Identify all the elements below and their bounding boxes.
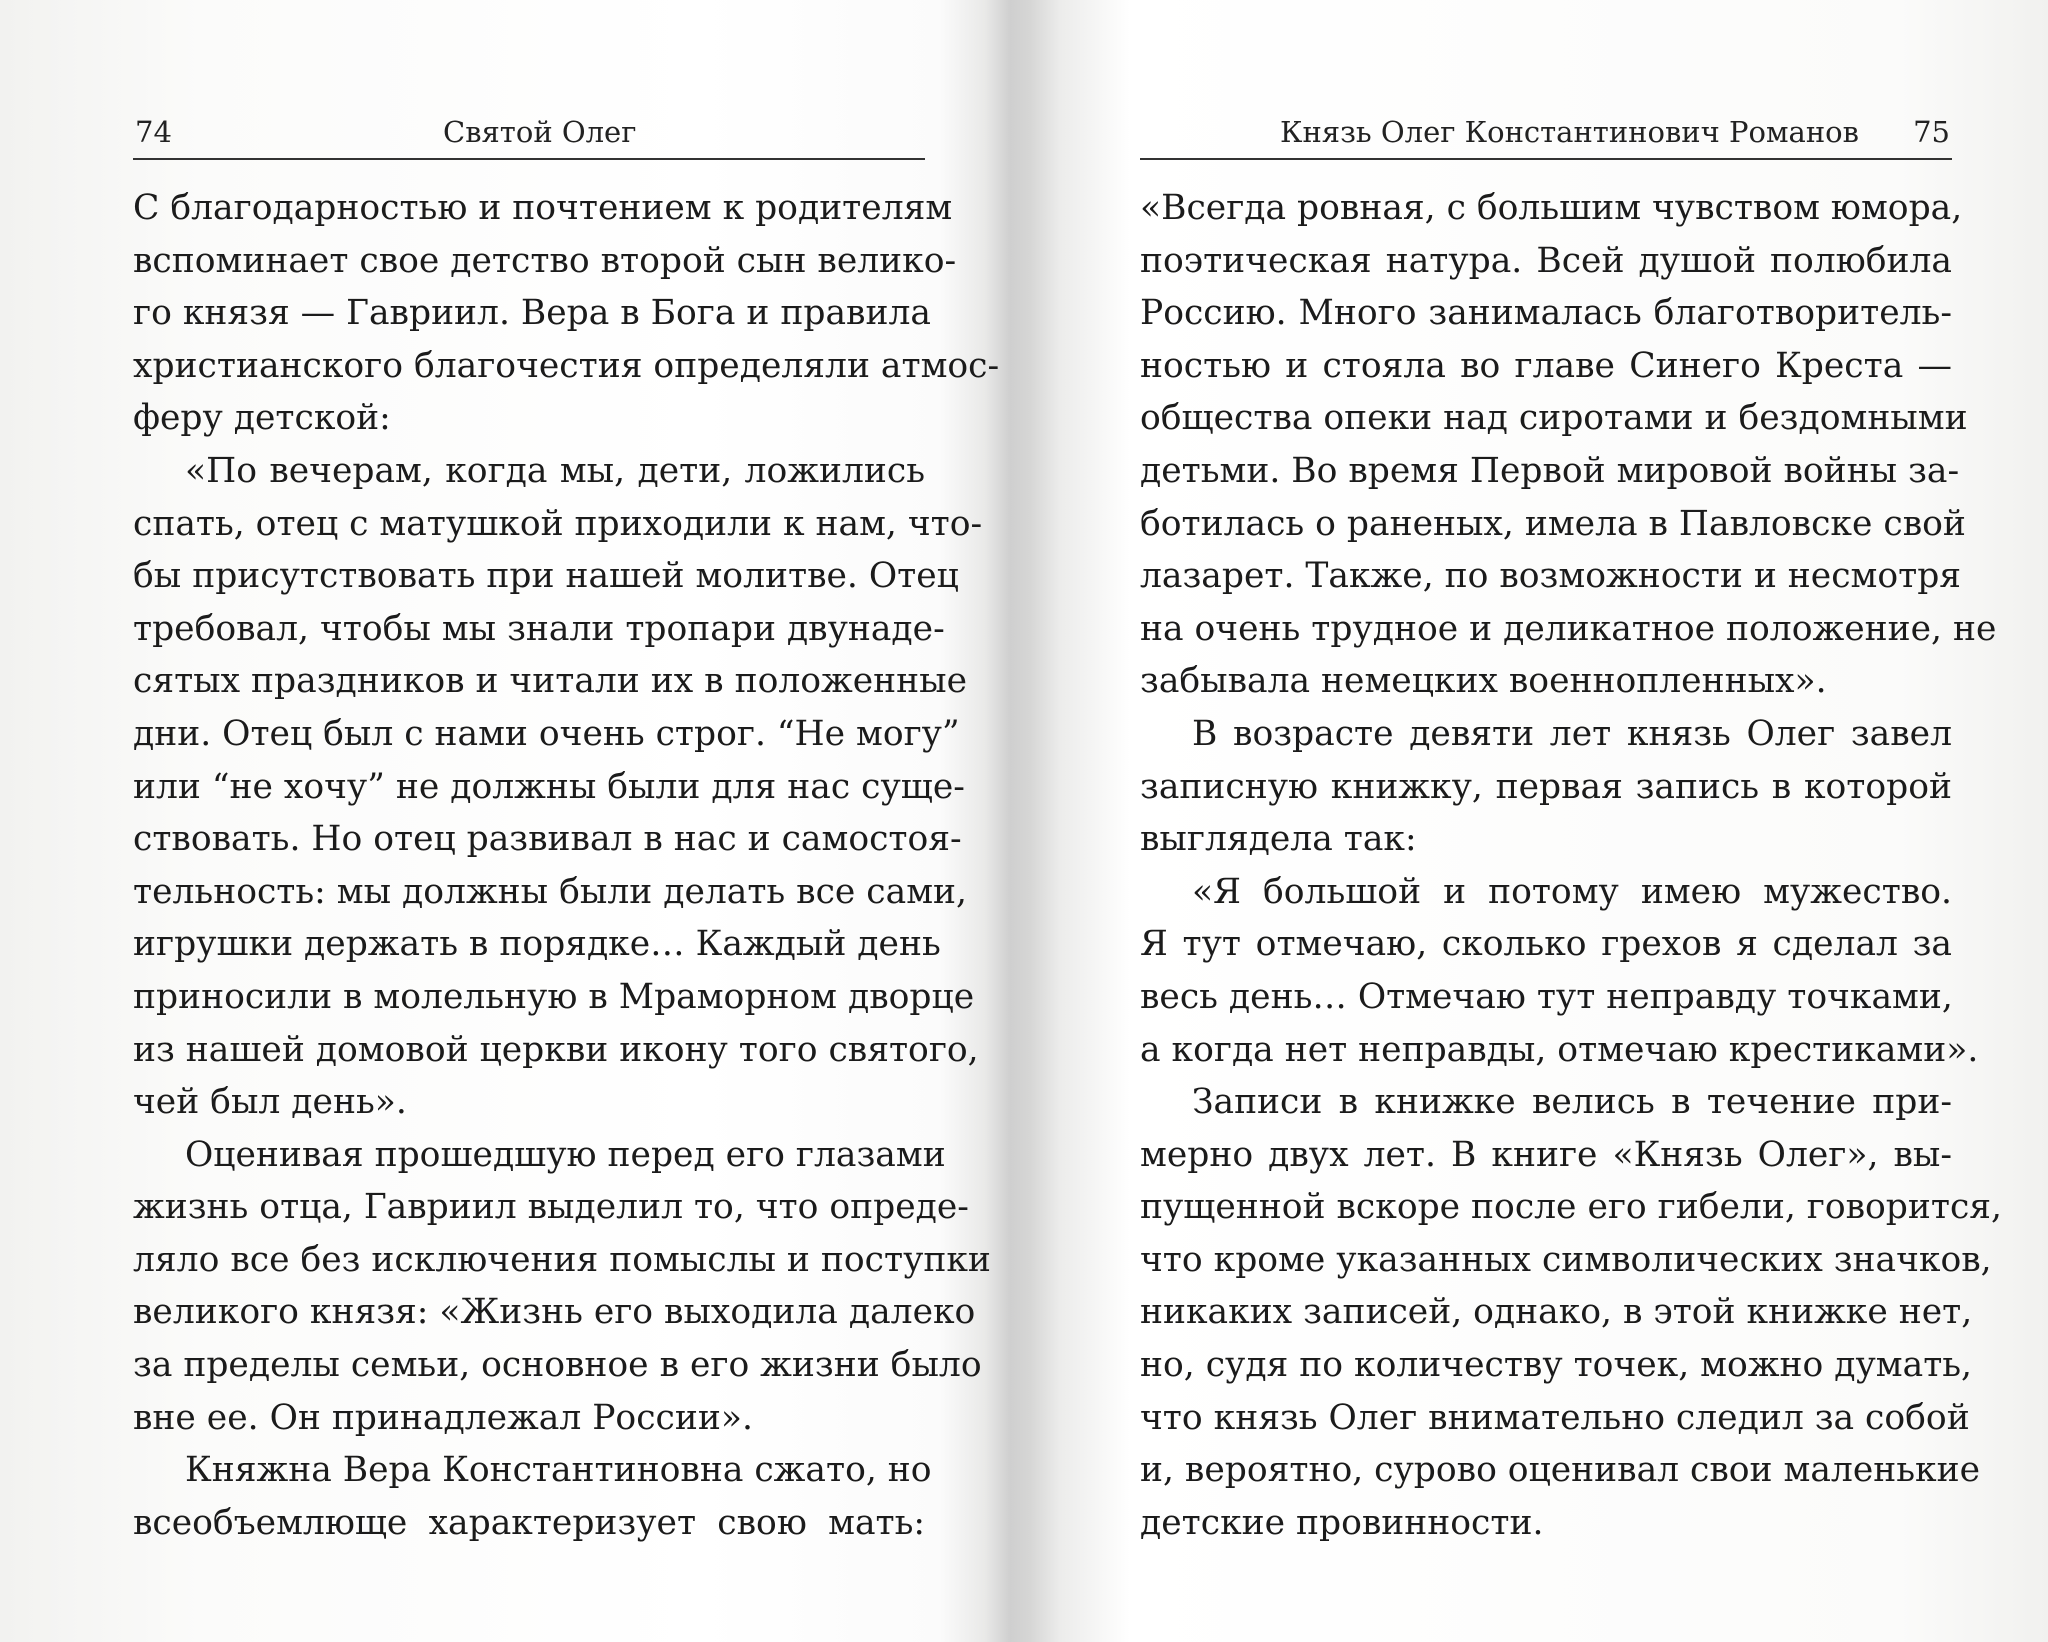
- text-line: записную книжку, первая запись в которой: [1140, 766, 1952, 807]
- text-line: сятых праздников и читали их в положенные: [133, 661, 968, 702]
- text-line: всеобъемлюще характеризует свою мать:: [133, 1502, 925, 1543]
- text-line: жизнь отца, Гавриил выделил то, что опреде-: [133, 1187, 969, 1228]
- text-line: Россию. Много занималась благотворитель-: [1140, 293, 1952, 334]
- text-line: весь день… Отмечаю тут неправду точками,: [1140, 976, 1953, 1017]
- right-running-head: [1140, 112, 1952, 160]
- text-line: Оценивая прошедшую перед его глазами: [185, 1134, 946, 1175]
- text-line: что князь Олег внимательно следил за собой: [1140, 1397, 1970, 1438]
- text-line: бы присутствовать при нашей молитве. Отец: [133, 556, 959, 597]
- text-line: ботилась о раненых, имела в Павловске свой: [1140, 503, 1966, 544]
- text-line: «Всегда ровная, с большим чувством юмора,: [1140, 188, 1963, 228]
- right-body-text: [1140, 182, 2003, 1549]
- text-line: ляло все без исключения помыслы и поступки: [133, 1239, 991, 1280]
- text-line: игрушки держать в порядке… Каждый день: [133, 924, 941, 965]
- text-line: тельность: мы должны были делать все сами,: [133, 871, 967, 912]
- text-line: забывала немецких военнопленных».: [1140, 661, 1827, 702]
- text-line: и, вероятно, сурово оценивал свои маленькие: [1140, 1450, 1981, 1491]
- text-line: ностью и стояла во главе Синего Креста —: [1140, 345, 1952, 386]
- text-line: за пределы семьи, основное в его жизни было: [133, 1345, 982, 1386]
- text-line: Княжна Вера Константиновна сжато, но: [185, 1450, 932, 1491]
- text-line: вспоминает свое детство второй сын велико-: [133, 240, 957, 281]
- text-line: великого князя: «Жизнь его выходила далеко: [133, 1292, 976, 1333]
- text-line: поэтическая натура. Всей душой полюбила: [1140, 240, 1952, 281]
- left-running-head: [133, 112, 925, 160]
- text-line: мерно двух лет. В книге «Князь Олег», вы-: [1140, 1134, 1952, 1175]
- text-line: спать, отец с матушкой приходили к нам, что-: [133, 503, 983, 544]
- text-line: «Я большой и потому имею мужество.: [1192, 871, 1952, 912]
- text-line: или “не хочу” не должны были для нас суще-: [133, 766, 965, 807]
- text-line: С благодарностью и почтением к родителям: [133, 188, 953, 228]
- text-line: ствовать. Но отец развивал в нас и самостоя-: [133, 819, 962, 860]
- left-page: [0, 0, 1010, 1642]
- right-page-number: 75: [1913, 115, 1950, 149]
- right-running-title: Князь Олег Константинович Романов: [1280, 115, 1859, 149]
- text-line: Я тут отмечаю, сколько грехов я сделал за: [1140, 924, 1952, 965]
- text-line: детские провинности.: [1140, 1502, 1544, 1543]
- text-line: христианского благочестия определяли атмос-: [133, 345, 1000, 386]
- text-line: требовал, чтобы мы знали тропари двунаде-: [133, 608, 945, 649]
- text-line: никаких записей, однако, в этой книжке нет,: [1140, 1292, 1973, 1333]
- text-line: общества опеки над сиротами и бездомными: [1140, 398, 1968, 439]
- text-line: го князя — Гавриил. Вера в Бога и правила: [133, 293, 931, 334]
- left-page-number: 74: [135, 115, 172, 149]
- text-line: дни. Отец был с нами очень строг. “Не могу”: [133, 713, 960, 754]
- text-line: приносили в молельную в Мраморном дворце: [133, 976, 975, 1017]
- text-line: выглядела так:: [1140, 819, 1417, 860]
- text-line: но, судя по количеству точек, можно думать,: [1140, 1345, 1973, 1386]
- text-line: на очень трудное и деликатное положение, не: [1140, 608, 1997, 649]
- text-line: Записи в книжке велись в течение при-: [1192, 1082, 1952, 1123]
- left-body-text: [133, 182, 1000, 1549]
- text-line: чей был день».: [133, 1082, 407, 1123]
- text-line: из нашей домовой церкви икону того святого,: [133, 1029, 979, 1070]
- right-page: [1030, 0, 2048, 1642]
- text-line: «По вечерам, когда мы, дети, ложились: [185, 450, 925, 491]
- text-line: лазарет. Также, по возможности и несмотря: [1140, 556, 1962, 597]
- text-line: В возрасте девяти лет князь Олег завел: [1192, 713, 1952, 754]
- text-line: вне ее. Он принадлежал России».: [133, 1397, 753, 1438]
- left-running-title: Святой Олег: [443, 115, 637, 149]
- text-line: а когда нет неправды, отмечаю крестиками».: [1140, 1029, 1979, 1070]
- text-line: что кроме указанных символических значков,: [1140, 1239, 1992, 1280]
- text-line: детьми. Во время Первой мировой войны за-: [1140, 450, 1960, 491]
- text-line: пущенной вскоре после его гибели, говорится,: [1140, 1187, 2003, 1228]
- text-line: феру детской:: [133, 398, 391, 439]
